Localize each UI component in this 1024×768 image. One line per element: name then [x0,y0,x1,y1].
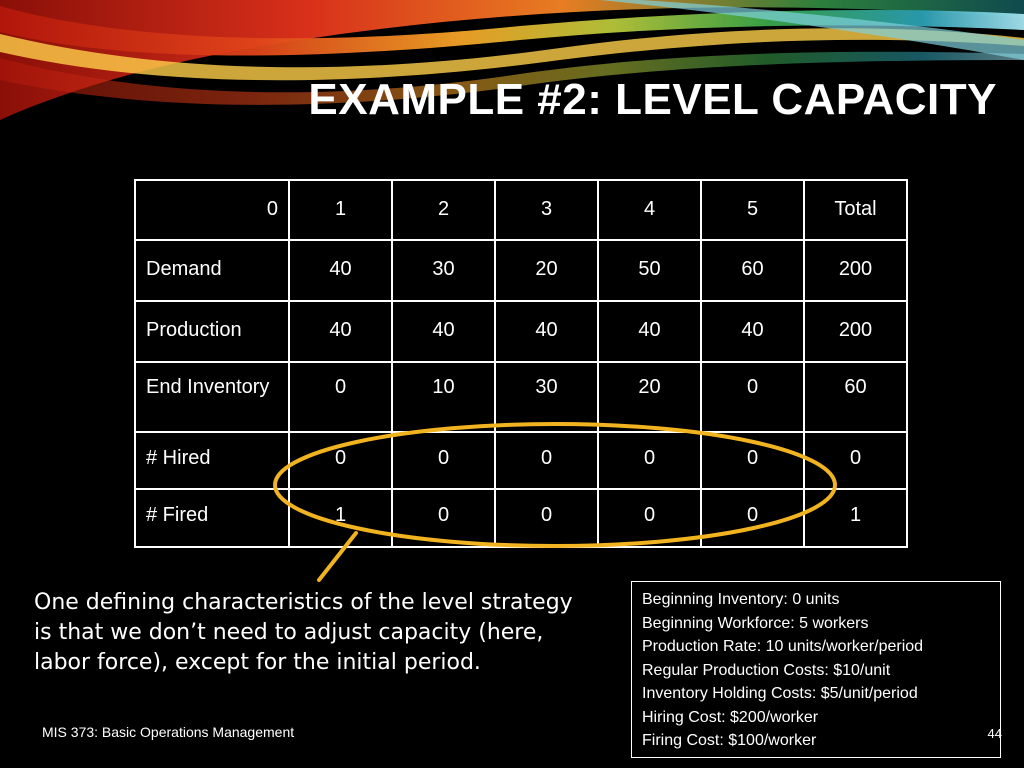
table-cell: 0 [495,489,598,547]
table-cell: 0 [701,432,804,489]
table-header-cell: 1 [289,180,392,240]
table-cell: 0 [701,362,804,432]
table-cell: 40 [392,301,495,362]
parameter-line: Firing Cost: $100/worker [642,732,817,749]
table-cell: 40 [495,301,598,362]
table-cell: 40 [701,301,804,362]
table-cell: 1 [289,489,392,547]
page-number: 44 [987,726,1002,741]
table-row [135,301,907,362]
table-header-cell: 3 [495,180,598,240]
table-cell: 40 [289,301,392,362]
parameter-line: Inventory Holding Costs: $5/unit/period [642,685,918,702]
table-header-row [135,180,907,240]
row-label: # Hired [135,432,289,489]
row-label: # Fired [135,489,289,547]
table-cell: 0 [392,489,495,547]
parameter-line: Production Rate: 10 units/worker/period [642,638,924,655]
table-cell: 20 [598,362,701,432]
table-row [135,240,907,301]
footer-course-name: MIS 373: Basic Operations Management [42,724,295,740]
table-header-cell: 0 [135,180,289,240]
table-cell: 0 [289,362,392,432]
slide-title: EXAMPLE #2: LEVEL CAPACITY [308,75,997,124]
table-cell: 0 [495,432,598,489]
table-cell: 30 [495,362,598,432]
table-header-cell: 5 [701,180,804,240]
parameters-box [631,581,1001,758]
table-row [135,432,907,489]
parameter-line: Hiring Cost: $200/worker [642,708,819,726]
table-cell: 20 [495,240,598,301]
table-header-cell: 4 [598,180,701,240]
table-cell: 60 [804,362,907,432]
parameter-line: Regular Production Costs: $10/unit [642,661,891,679]
table-header-cell: 2 [392,180,495,240]
row-label: Production [135,301,289,362]
row-label: End Inventory [135,362,289,432]
table-cell: 60 [701,240,804,301]
table-cell: 0 [701,489,804,547]
parameter-line: Beginning Workforce: 5 workers [642,614,869,632]
table-cell: 0 [289,432,392,489]
table-cell: 0 [598,432,701,489]
table-cell: 10 [392,362,495,432]
table-header-cell: Total [804,180,907,240]
table-cell: 200 [804,240,907,301]
table-cell: 200 [804,301,907,362]
table-cell: 40 [289,240,392,301]
table-row [135,489,907,547]
table-cell: 30 [392,240,495,301]
parameter-line: Beginning Inventory: 0 units [642,591,840,608]
table-cell: 0 [598,489,701,547]
explanation-text: One defining characteristics of the level strategy is that we don’t need to adjust capacity (here, labor force), except for the initial period. [34,590,573,675]
table-cell: 50 [598,240,701,301]
table-row [135,362,907,432]
table-cell: 1 [804,489,907,547]
level-capacity-table [134,179,908,548]
row-label: Demand [135,240,289,301]
table-cell: 0 [804,432,907,489]
table-cell: 0 [392,432,495,489]
table-cell: 40 [598,301,701,362]
